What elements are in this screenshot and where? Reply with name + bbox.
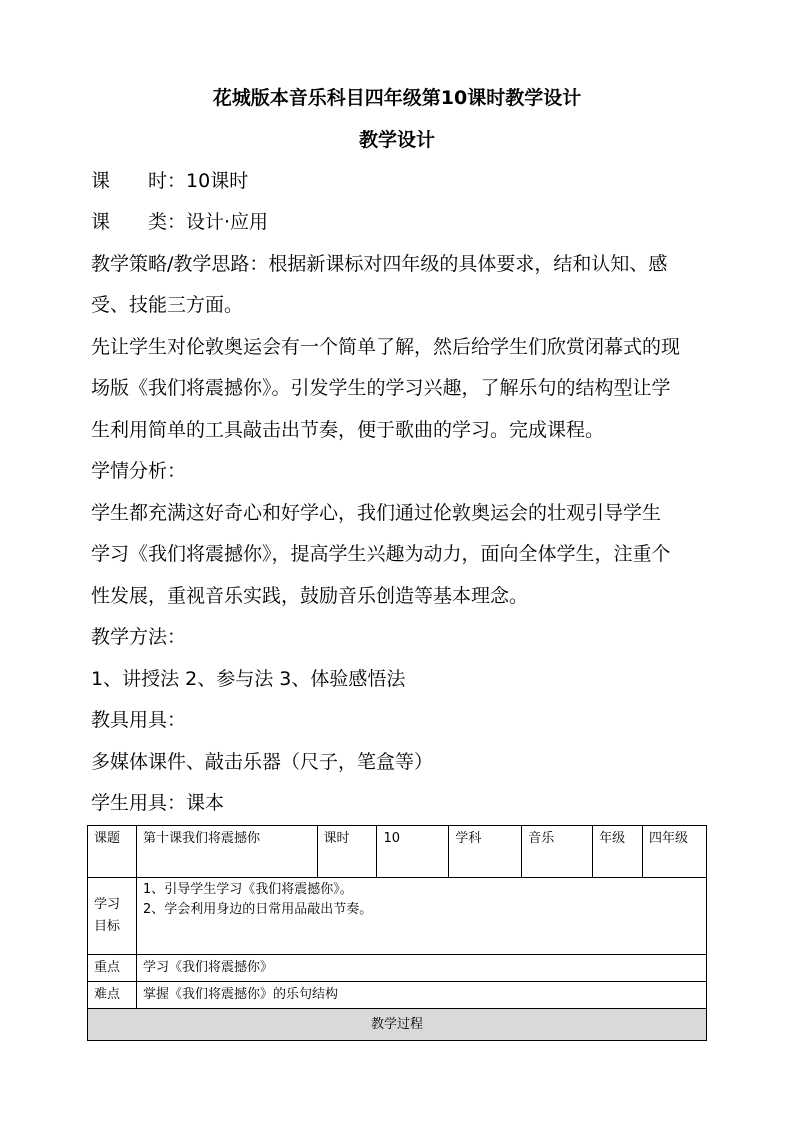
paragraph-line-1: 先让学生对伦敦奥运会有一个简单了解，然后给学生们欣赏闭幕式的现	[91, 336, 681, 358]
tools-line: 多媒体课件、敲击乐器（尺子，笔盒等）	[91, 751, 434, 773]
lesson-table	[87, 825, 707, 1041]
goals-label	[88, 878, 137, 955]
type-line	[91, 208, 711, 236]
goals-label-text: 学习目标	[94, 897, 121, 934]
type-label-a: 课	[91, 211, 111, 233]
period-label-a: 课	[91, 170, 111, 192]
difficulty-value: 掌握《我们将震撼你》的乐句结构	[136, 982, 706, 1009]
type-label-b: 类：设计·应用	[148, 211, 269, 233]
analysis-line-3: 性发展，重视音乐实践，鼓励音乐创造等基本理念。	[91, 585, 529, 607]
method-heading: 教学方法：	[91, 626, 187, 648]
tools-heading: 教具用具：	[91, 709, 187, 731]
table-row	[88, 955, 707, 982]
period-line	[91, 167, 711, 195]
table-row	[88, 826, 707, 878]
difficulty-label: 难点	[88, 982, 137, 1009]
goal-item: 1、引导学生学习《我们将震撼你》。	[142, 882, 353, 897]
analysis-line-1: 学生都充满这好奇心和好学心，我们通过伦敦奥运会的壮观引导学生	[91, 502, 662, 524]
period-value: 10	[377, 826, 449, 878]
period-label: 课时	[317, 826, 377, 878]
topic-label: 课题	[88, 826, 137, 878]
document-subtitle: 教学设计	[358, 129, 435, 151]
subject-value: 音乐	[522, 826, 593, 878]
goal-item: 2、学会利用身边的日常用品敲出节奏。	[142, 902, 373, 917]
process-header: 教学过程	[88, 1009, 707, 1041]
paragraph-line-3: 生利用简单的工具敲击出节奏，便于歌曲的学习。完成课程。	[91, 419, 605, 441]
method-line: 1、讲授法 2、参与法 3、体验感悟法	[91, 668, 406, 690]
goals-value	[136, 878, 706, 955]
analysis-line-2: 学习《我们将震撼你》，提高学生兴趣为动力，面向全体学生，注重个	[91, 543, 671, 565]
grade-label: 年级	[593, 826, 643, 878]
period-label-b: 时：10课时	[148, 170, 249, 192]
strategy-line-1: 教学策略/教学思路：根据新课标对四年级的具体要求，结和认知、感	[91, 253, 668, 275]
table-row	[88, 1009, 707, 1041]
analysis-heading: 学情分析：	[91, 460, 187, 482]
student-tools-line: 学生用具：课本	[91, 792, 225, 814]
subject-label: 学科	[449, 826, 522, 878]
grade-value: 四年级	[643, 826, 707, 878]
strategy-line-2: 受、技能三方面。	[91, 294, 244, 316]
table-row	[88, 982, 707, 1009]
key-label: 重点	[88, 955, 137, 982]
key-value: 学习《我们将震撼你》	[136, 955, 706, 982]
topic-value: 第十课我们将震撼你	[136, 826, 317, 878]
table-row	[88, 878, 707, 955]
paragraph-line-2: 场版《我们将震撼你》。引发学生的学习兴趣，了解乐句的结构型让学	[91, 377, 671, 399]
document-title: 花城版本音乐科目四年级第10课时教学设计	[212, 87, 582, 109]
